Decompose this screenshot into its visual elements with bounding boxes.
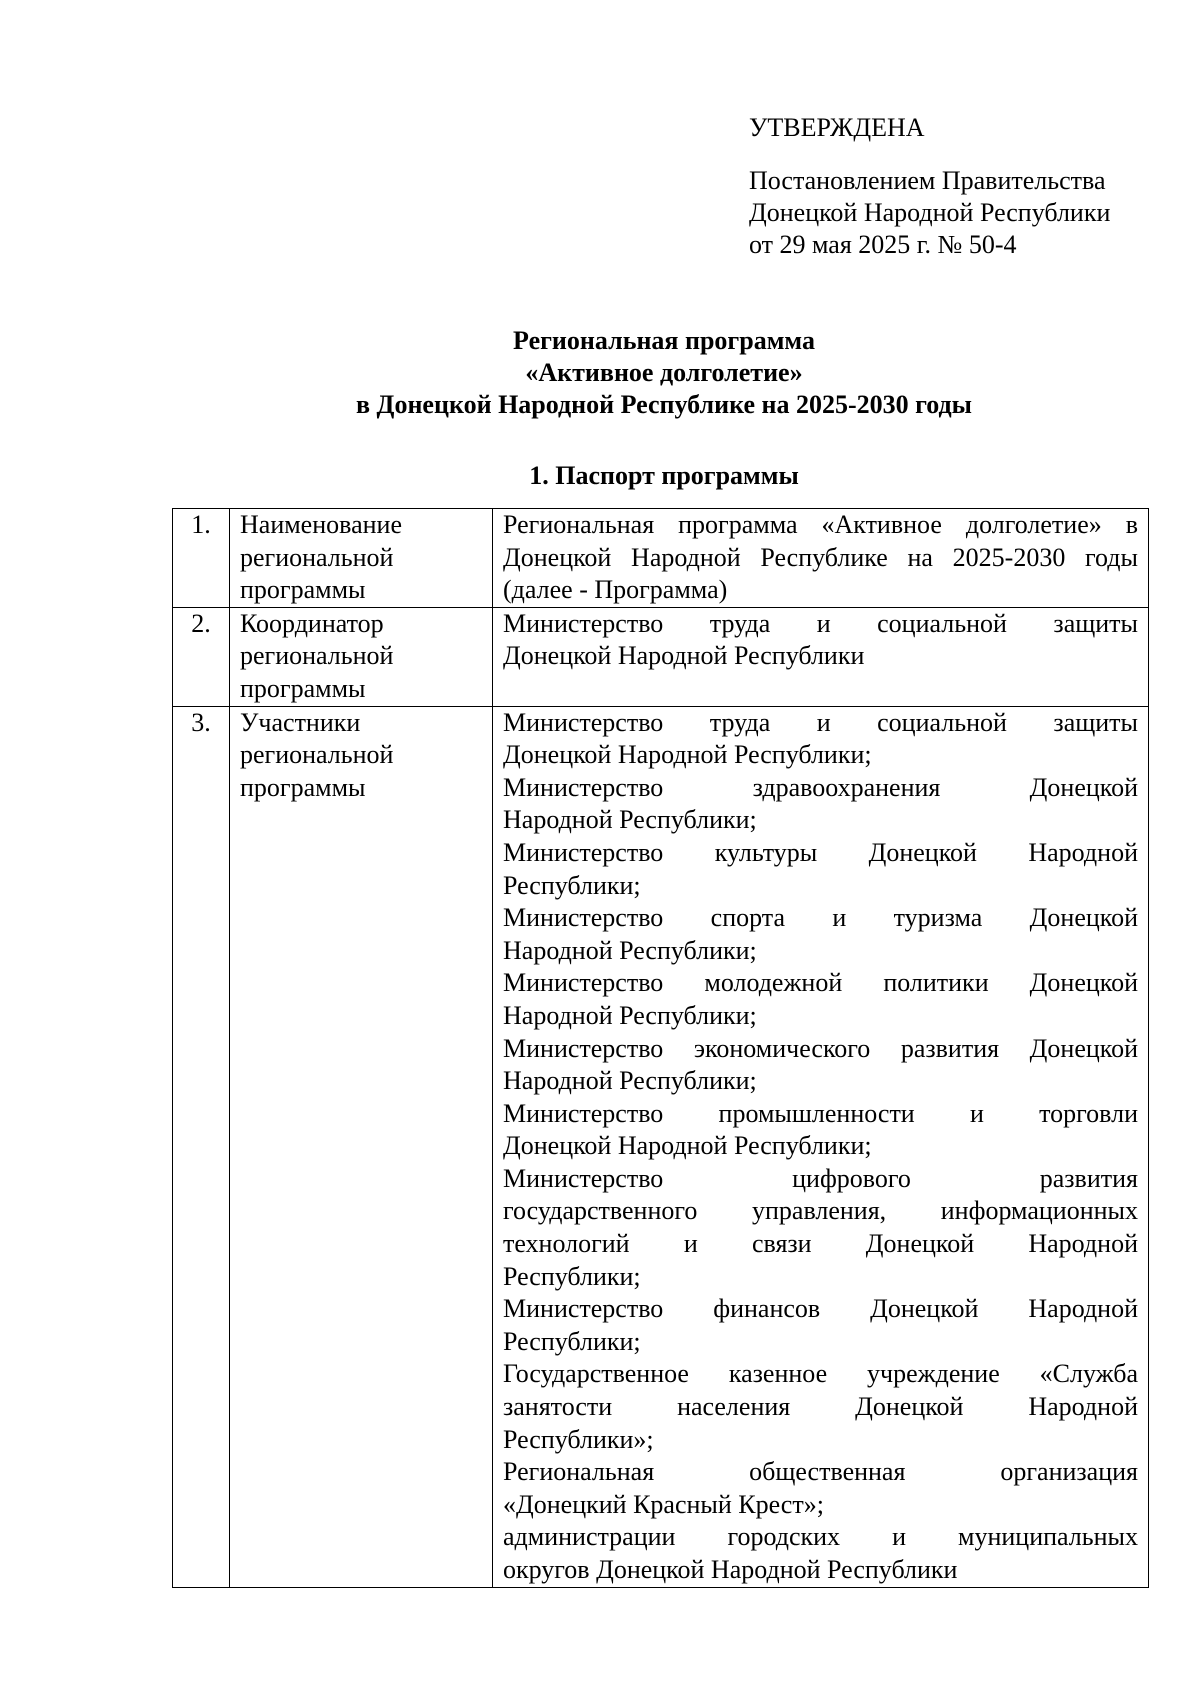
- row-value-line: Донецкой Народной Республики;: [503, 1131, 872, 1161]
- table-row: [173, 607, 1149, 706]
- row-value-line: Народной Республики;: [503, 935, 757, 965]
- row-value: [493, 607, 1149, 706]
- row-label-line: региональной: [240, 641, 394, 671]
- row-value-line: Министерство труда и социальной защиты: [503, 707, 1138, 737]
- row-value-line: Народной Республики;: [503, 1000, 757, 1030]
- row-label-line: региональной: [240, 542, 394, 572]
- row-number: 3.: [173, 706, 230, 1587]
- row-value-line: Министерство спорта и туризма Донецкой: [503, 903, 1138, 933]
- row-label-line: программы: [240, 575, 366, 605]
- passport-table: [172, 508, 1149, 1588]
- document-title: [0, 325, 1200, 421]
- row-value-line: Донецкой Народной Республики;: [503, 740, 872, 770]
- row-label: [230, 706, 493, 1587]
- row-value-line: (далее - Программа): [503, 575, 728, 605]
- row-label-line: Участники: [240, 707, 361, 737]
- row-value-line: Республики»;: [503, 1424, 654, 1454]
- document-title-line-3: в Донецкой Народной Республике на 2025-2030 годы: [356, 390, 972, 419]
- row-label-line: региональной: [240, 740, 394, 770]
- row-value-line: Донецкой Народной Республике на 2025-2030 годы: [503, 542, 1138, 572]
- row-value-line: администрации городских и муниципальных: [503, 1522, 1138, 1552]
- row-value-line: Региональная программа «Активное долголетие» в: [503, 510, 1138, 539]
- row-value-line: округов Донецкой Народной Республики: [503, 1555, 958, 1584]
- approval-line-2: Донецкой Народной Республики: [749, 198, 1111, 227]
- approval-line-3: от 29 мая 2025 г. № 50-4: [749, 230, 1017, 259]
- row-label-line: программы: [240, 772, 366, 802]
- section-title: 1. Паспорт программы: [529, 461, 799, 490]
- row-value-line: Министерство культуры Донецкой Народной: [503, 837, 1138, 867]
- document-title-line-2: «Активное долголетие»: [525, 358, 803, 387]
- table-row: [173, 509, 1149, 608]
- row-value-line: Министерство молодежной политики Донецкой: [503, 968, 1138, 998]
- approval-line-1: Постановлением Правительства: [749, 166, 1106, 195]
- row-label: [230, 509, 493, 608]
- row-value-line: занятости населения Донецкой Народной: [503, 1392, 1138, 1422]
- row-value-line: Министерство цифрового развития: [503, 1163, 1138, 1193]
- row-value-line: технологий и связи Донецкой Народной: [503, 1229, 1138, 1259]
- row-value-line: Министерство финансов Донецкой Народной: [503, 1294, 1138, 1324]
- row-value-line: Региональная общественная организация: [503, 1457, 1138, 1487]
- row-value-line: Республики;: [503, 870, 641, 900]
- row-value: [493, 509, 1149, 608]
- row-value-line: Министерство экономического развития Донецкой: [503, 1033, 1138, 1063]
- row-value-line: Министерство промышленности и торговли: [503, 1098, 1138, 1128]
- row-value-line: Министерство труда и социальной защиты: [503, 608, 1138, 638]
- row-value-line: Республики;: [503, 1326, 641, 1356]
- approval-heading: УТВЕРЖДЕНА: [749, 113, 925, 142]
- row-value: [493, 706, 1149, 1587]
- row-label-line: Наименование: [240, 510, 402, 539]
- row-value-line: Донецкой Народной Республики: [503, 641, 865, 671]
- row-label-line: программы: [240, 673, 366, 703]
- row-value-line: государственного управления, информационных: [503, 1196, 1138, 1226]
- row-value-line: Народной Республики;: [503, 1066, 757, 1096]
- row-label-line: Координатор: [240, 608, 384, 638]
- approval-block: [749, 112, 1169, 261]
- row-number: 1.: [173, 509, 230, 608]
- document-title-line-1: Региональная программа: [513, 326, 815, 355]
- row-value-line: Государственное казенное учреждение «Служба: [503, 1359, 1138, 1389]
- row-label: [230, 607, 493, 706]
- row-value-line: «Донецкий Красный Крест»;: [503, 1489, 824, 1519]
- row-value-line: Народной Республики;: [503, 805, 757, 835]
- row-value-line: Республики;: [503, 1261, 641, 1291]
- row-number: 2.: [173, 607, 230, 706]
- row-value-line: Министерство здравоохранения Донецкой: [503, 772, 1138, 802]
- table-row: [173, 706, 1149, 1587]
